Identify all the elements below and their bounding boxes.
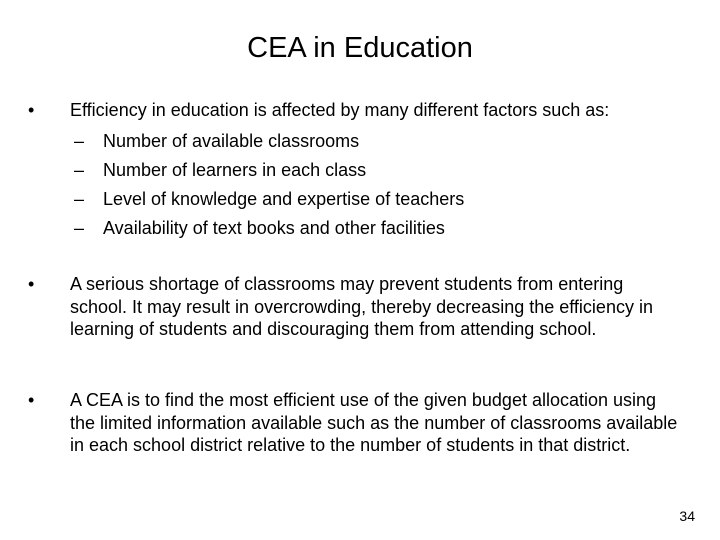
slide-title: CEA in Education [247,32,473,64]
sub-item-dash: – [74,189,85,209]
sub-item-2 [0,157,720,183]
sub-item-dash: – [74,218,85,238]
sub-item-dash: – [74,160,85,180]
bullet-dot: • [28,274,35,294]
sub-item-4-text: Availability of text books and other facilities [103,218,445,238]
sub-item-2-text: Number of learners in each class [103,160,367,180]
bullet-1-text: Efficiency in education is affected by many different factors such as: [70,100,610,120]
bullet-dot: • [28,100,35,120]
sub-item-3 [0,186,720,212]
sub-item-1-text: Number of available classrooms [103,131,360,151]
bullet-dot: • [28,390,35,410]
sub-item-3-text: Level of knowledge and expertise of teachers [103,189,465,209]
page-number: 34 [679,508,695,524]
sub-item-1 [0,128,720,154]
bullet-2-text: A serious shortage of classrooms may prevent students from entering school. It may result in overcrowding, thereby decreasing the efficiency in learning of students and discouraging them from attending school. [70,274,653,339]
sub-item-4 [0,215,720,241]
sub-item-dash: – [74,131,85,151]
bullet-3-text: A CEA is to find the most efficient use of the given budget allocation using the limited information available such as the number of classrooms available in each school district relative to the number of students in that district. [70,390,678,455]
